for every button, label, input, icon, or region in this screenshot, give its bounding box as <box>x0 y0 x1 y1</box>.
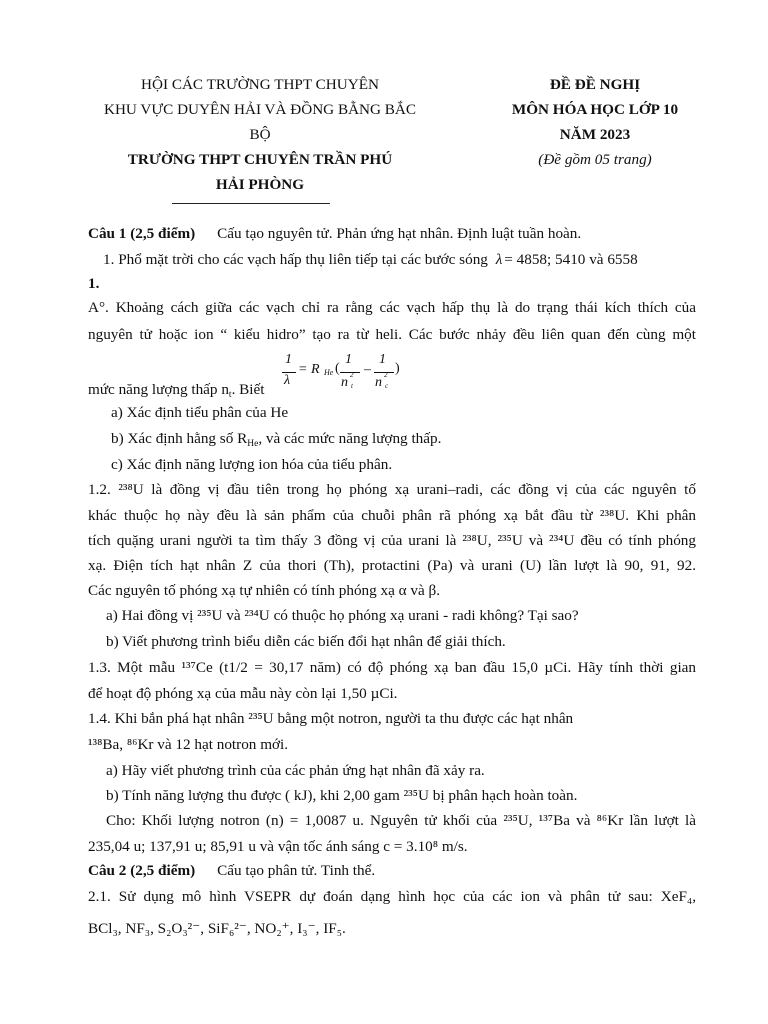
header-left-line-3: BỘ <box>249 126 271 143</box>
s14-item-b: b) Tính năng lượng thu được ( kJ), khi 2,00 gam ²³⁵U bị phân hạch hoàn toàn. <box>106 787 578 804</box>
q1-part1-line4: mức năng lượng thấp $n_t$. Biết <box>88 381 265 400</box>
q1-part1-number: 1. <box>88 275 100 292</box>
q1-item-c: c) Xác định năng lượng ion hóa của tiểu phân. <box>111 456 393 473</box>
header-left-line-1: HỘI CÁC TRƯỜNG THPT CHUYÊN <box>141 76 379 93</box>
s12-item-a: a) Hai đồng vị ²³⁵U và ²³⁴U có thuộc họ phóng xạ urani - radi không? Tại sao? <box>106 607 579 624</box>
s12-line2: khác thuộc họ này đều là sản phẩm của chuỗi phân rã phóng xạ bắt đầu từ ²³⁸U. Khi phân <box>88 507 696 524</box>
s21-line1: 2.1. Sử dụng mô hình VSEPR dự đoán dạng hình học của các ion và phân tử sau: XeF₄, <box>88 888 696 905</box>
exam-year: NĂM 2023 <box>559 126 631 143</box>
header-right <box>470 72 720 172</box>
s14-given-line2: 235,04 u; 137,91 u; 85,91 u và vận tốc ánh sáng c = 3.10⁸ m/s. <box>88 838 468 855</box>
q1-item-a: a) Xác định tiểu phân của He <box>111 404 289 421</box>
q1-part1-line3: nguyên tử hoặc ion “ kiểu hidro” tạo ra từ heli. Các bước nhảy đều liên quan đến cùng một <box>88 326 696 343</box>
s12-line5: Các nguyên tố phóng xạ tự nhiên có tính phóng xạ α và β. <box>88 582 441 599</box>
s13-line1: 1.3. Một mẫu ¹³⁷Ce (t1/2 = 30,17 năm) có độ phóng xạ ban đầu 15,0 µCi. Hãy tính thời gian <box>88 659 696 676</box>
exam-type: ĐỀ ĐỀ NGHỊ <box>549 76 641 93</box>
s14-line2: ¹³⁸Ba, ⁸⁶Kr và 12 hạt notron mới. <box>88 736 289 753</box>
q1-item-b: b) Xác định hằng số $R_{He}$, và các mức năng lượng thấp. <box>111 430 442 449</box>
lambda-symbol: λ <box>495 251 503 268</box>
s12-line4: xạ. Điện tích hạt nhân Z của thori (Th), protactini (Pa) và urani (U) lần lượt là 90, 91, 92. <box>88 557 696 574</box>
school-city: HẢI PHÒNG <box>215 176 305 193</box>
s12-line3: tích quặng urani người ta tìm thấy 3 đồng vị của urani là ²³⁸U, ²³⁵U và ²³⁴U đều có tính phóng <box>88 532 696 549</box>
header-left-line-2: KHU VỰC DUYÊN HẢI VÀ ĐỒNG BẰNG BẮC <box>103 101 417 118</box>
question-2-heading <box>88 862 375 880</box>
q1-part1-line1: 1. Phổ mặt trời cho các vạch hấp thụ liên tiếp tại các bước sóng λ = 4858; 5410 và 6558 <box>103 251 638 268</box>
question-2-topic: Cấu tạo phân tử. Tinh thể. <box>217 862 376 879</box>
header-left <box>60 72 460 197</box>
s12-line1: 1.2. ²³⁸U là đồng vị đầu tiên trong họ phóng xạ urani–radi, các đồng vị của các nguyên tố <box>88 481 696 498</box>
question-2-title: Câu 2 (2,5 điểm) <box>88 862 196 879</box>
s21-line2: BCl₃, NF₃, S₂O₃²⁻, SiF₆²⁻, NO₂⁺, I₃⁻, IF₅. <box>88 920 346 937</box>
s13-line2: để hoạt độ phóng xạ của mẫu này còn lại 1,50 µCi. <box>88 685 398 702</box>
question-1-heading <box>88 225 581 243</box>
s14-line1: 1.4. Khi bắn phá hạt nhân ²³⁵U bằng một notron, người ta thu được các hạt nhân <box>88 710 574 727</box>
q1-part1-line2: A°. Khoảng cách giữa các vạch chỉ ra rằng các vạch hấp thụ là do trạng thái kích thích của <box>88 299 696 316</box>
question-1-title: Câu 1 (2,5 điểm) <box>88 225 196 242</box>
header-divider <box>172 203 330 204</box>
school-name: TRƯỜNG THPT CHUYÊN TRẦN PHÚ <box>127 151 393 168</box>
s12-item-b: b) Viết phương trình biểu diễn các biến đổi hạt nhân để giải thích. <box>106 633 506 650</box>
exam-pages: (Đề gồm 05 trang) <box>538 151 652 168</box>
rydberg-formula: 1 λ = R He ( 1 n 2 t – 1 n 2 c ) <box>284 352 400 390</box>
s14-given-line1: Cho: Khối lượng notron (n) = 1,0087 u. Nguyên tử khối của ²³⁵U, ¹³⁷Ba và ⁸⁶Kr lần lượt là <box>106 812 696 829</box>
exam-subject: MÔN HÓA HỌC LỚP 10 <box>511 101 679 118</box>
question-1-topic: Cấu tạo nguyên tử. Phản ứng hạt nhân. Định luật tuần hoàn. <box>217 225 582 242</box>
s14-item-a: a) Hãy viết phương trình của các phản ứng hạt nhân đã xảy ra. <box>106 762 485 779</box>
